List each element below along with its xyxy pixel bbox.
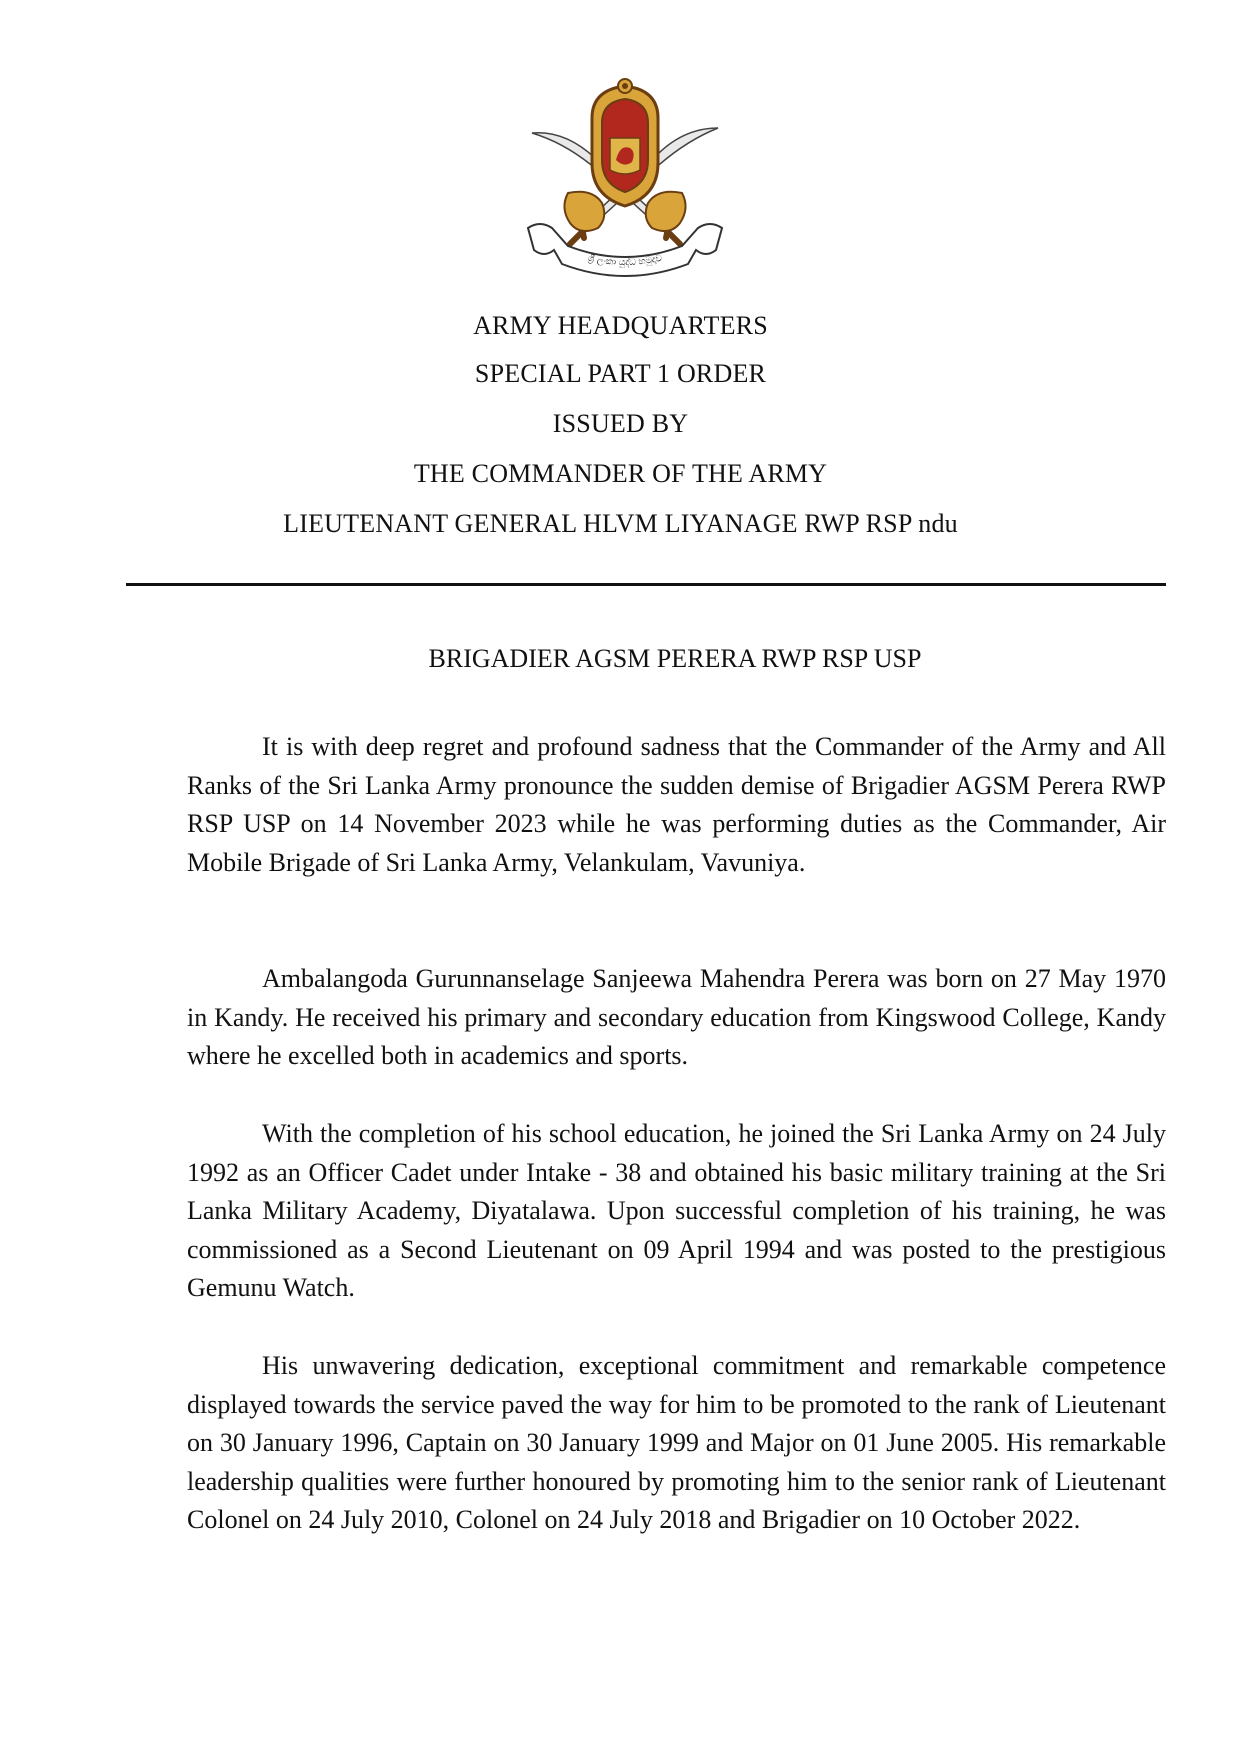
heading-special-order: SPECIAL PART 1 ORDER	[474, 359, 767, 388]
divider-line	[126, 583, 1166, 586]
body-paragraph-4: His unwavering dedication, exceptional commitment and remarkable competence displayed towards the service paved the way for him to be promoted to the rank of Lieutenant on 30 January 1996, Captain on 30 January 1999 and Major on 01 June 2005. His remarkable leadership qualities were further honoured by promoting him to the senior rank of Lieutenant Colonel on 24 July 2010, Colonel on 24 July 2018 and Brigadier on 10 October 2022.	[187, 1351, 1166, 1534]
body-paragraph-2: Ambalangoda Gurunnanselage Sanjeewa Mahendra Perera was born on 27 May 1970 in Kandy. He received his primary and secondary education from Kingswood College, Kandy where he excelled both in academics and sports.	[187, 964, 1166, 1070]
body-paragraph-3: With the completion of his school education, he joined the Sri Lanka Army on 24 July 1992 as an Officer Cadet under Intake - 38 and obtained his basic military training at the Sri Lanka Military Academy, Diyatalawa. Upon successful completion of his training, he was commissioned as a Second Lieutenant on 09 April 1994 and was posted to the prestigious Gemunu Watch.	[187, 1119, 1166, 1302]
heading-commander: THE COMMANDER OF THE ARMY	[413, 459, 828, 488]
body-paragraph-1: It is with deep regret and profound sadness that the Commander of the Army and All Ranks of the Sri Lanka Army pronounce the sudden demise of Brigadier AGSM Perera RWP RSP USP on 14 November 2023 while he was performing duties as the Commander, Air Mobile Brigade of Sri Lanka Army, Velankulam, Vavuniya.	[187, 732, 1166, 877]
motto-scroll	[528, 224, 722, 276]
heading-issued-by: ISSUED BY	[552, 409, 689, 438]
heading-commander-name: LIEUTENANT GENERAL HLVM LIYANAGE RWP RSP ndu	[283, 509, 958, 538]
shield-emblem-icon	[592, 79, 658, 206]
heading-army-headquarters: ARMY HEADQUARTERS	[473, 311, 768, 340]
crest-motto-text: ශ්‍රී ලංකා යුද්ධ හමුදාව	[586, 253, 664, 269]
sri-lanka-army-crest-logo	[520, 78, 730, 283]
subject-title: BRIGADIER AGSM PERERA RWP RSP USP	[428, 644, 922, 673]
